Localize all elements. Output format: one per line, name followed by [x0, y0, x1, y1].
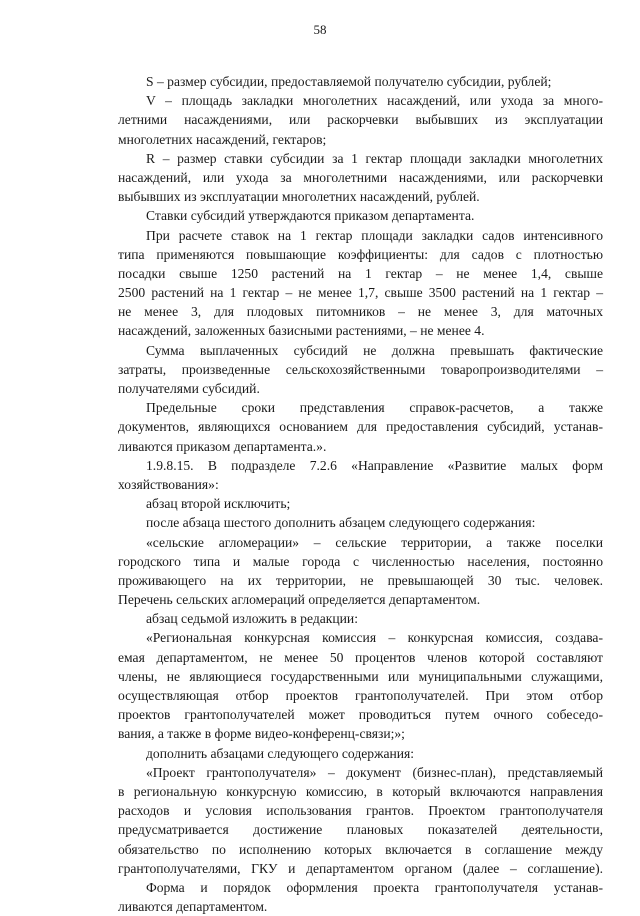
text-line: ливаются приказом департамента.».: [118, 438, 327, 454]
text-line: посадки свыше 1250 растений на 1 гектар – не менее 1,4, свыше: [118, 265, 603, 281]
text-line: проживающего на их территории, не превышающей 30 тыс. человек.: [118, 572, 603, 588]
text-line: грантополучателями, ГКУ и департаментом органом (далее – соглашение).: [118, 860, 603, 876]
document-body: [118, 72, 603, 916]
text-line: осуществляющая отбор проектов грантополучателей. При этом отбор: [118, 688, 603, 703]
text-line: не менее 3, для плодовых питомников – не менее 3, для маточных: [118, 304, 603, 320]
text-line: расходов и условия использования грантов. Проектом грантополучателя: [118, 803, 603, 819]
text-line: емая департаментом, не менее 50 процентов членов которой составляют: [118, 649, 603, 665]
text-line: выбывших из эксплуатации многолетних насаждений, рублей.: [118, 189, 480, 205]
text-line: «сельские агломерации» – сельские территории, а также поселки: [146, 534, 603, 550]
text-line: многолетних насаждений, гектаров;: [118, 131, 327, 147]
text-line: Форма и порядок оформления проекта грантополучателя устанав-: [146, 879, 603, 895]
text-line: При расчете ставок на 1 гектар площади закладки садов интенсивного: [146, 227, 603, 243]
text-line: дополнить абзацами следующего содержания:: [146, 745, 415, 761]
text-line: после абзаца шестого дополнить абзацем следующего содержания:: [146, 515, 536, 531]
text-line: в региональную конкурсную комиссию, в который включаются направления: [118, 783, 603, 799]
text-line: «Проект грантополучателя» – документ (бизнес-план), представляемый: [146, 764, 603, 780]
text-line: 2500 растений на 1 гектар – не менее 1,7, свыше 3500 растений на 1 гектар –: [118, 285, 603, 301]
text-line: хозяйствования»:: [118, 476, 219, 492]
text-line: V – площадь закладки многолетних насаждений, или ухода за много-: [146, 93, 603, 109]
text-line: абзац седьмой изложить в редакции:: [146, 611, 358, 627]
text-line: ливаются департаментом.: [118, 899, 268, 915]
text-line: Ставки субсидий утверждаются приказом департамента.: [146, 208, 475, 224]
text-line: типа применяются повышающие коэффициенты: для садов с плотностью: [118, 246, 603, 262]
text-line: документов, являющихся основанием для предоставления субсидий, устанав-: [118, 419, 603, 435]
text-line: предусматривается достижение плановых показателей деятельности,: [118, 822, 603, 838]
text-line: абзац второй исключить;: [146, 496, 291, 512]
text-line: R – размер ставки субсидии за 1 гектар площади закладки многолетних: [146, 150, 603, 166]
text-line: вания, а также в форме видео-конференц-связи;»;: [118, 726, 405, 742]
text-line: «Региональная конкурсная комиссия – конкурсная комиссия, создава-: [146, 630, 603, 646]
text-line: 1.9.8.15. В подразделе 7.2.6 «Направление «Развитие малых форм: [146, 457, 603, 473]
text-line: проектов грантополучателей может проводиться путем очного собеседо-: [118, 707, 603, 723]
text-line: члены, не являющиеся государственными или муниципальными служащими,: [118, 668, 603, 684]
text-line: Перечень сельских агломераций определяется департаментом.: [118, 592, 481, 608]
page-number: 58: [313, 22, 327, 37]
text-line: обязательство по исполнению которых включается в соглашение между: [118, 841, 603, 857]
text-line: насаждений, или ухода за многолетними насаждениями, или раскорчевки: [118, 169, 603, 185]
text-line: насаждений, заложенных базисными растениями, – не менее 4.: [118, 323, 485, 339]
text-line: S – размер субсидии, предоставляемой получателю субсидии, рублей;: [146, 74, 552, 89]
text-line: затраты, произведенные сельскохозяйственными товаропроизводителями –: [118, 361, 603, 377]
text-line: Предельные сроки представления справок-расчетов, а также: [146, 400, 603, 416]
text-line: Сумма выплаченных субсидий не должна превышать фактические: [146, 342, 603, 358]
text-line: летними насаждениями, или раскорчевки выбывших из эксплуатации: [118, 112, 603, 128]
text-line: получателями субсидий.: [118, 381, 260, 396]
text-line: городского типа и малые города с численностью населения, постоянно: [118, 553, 603, 569]
